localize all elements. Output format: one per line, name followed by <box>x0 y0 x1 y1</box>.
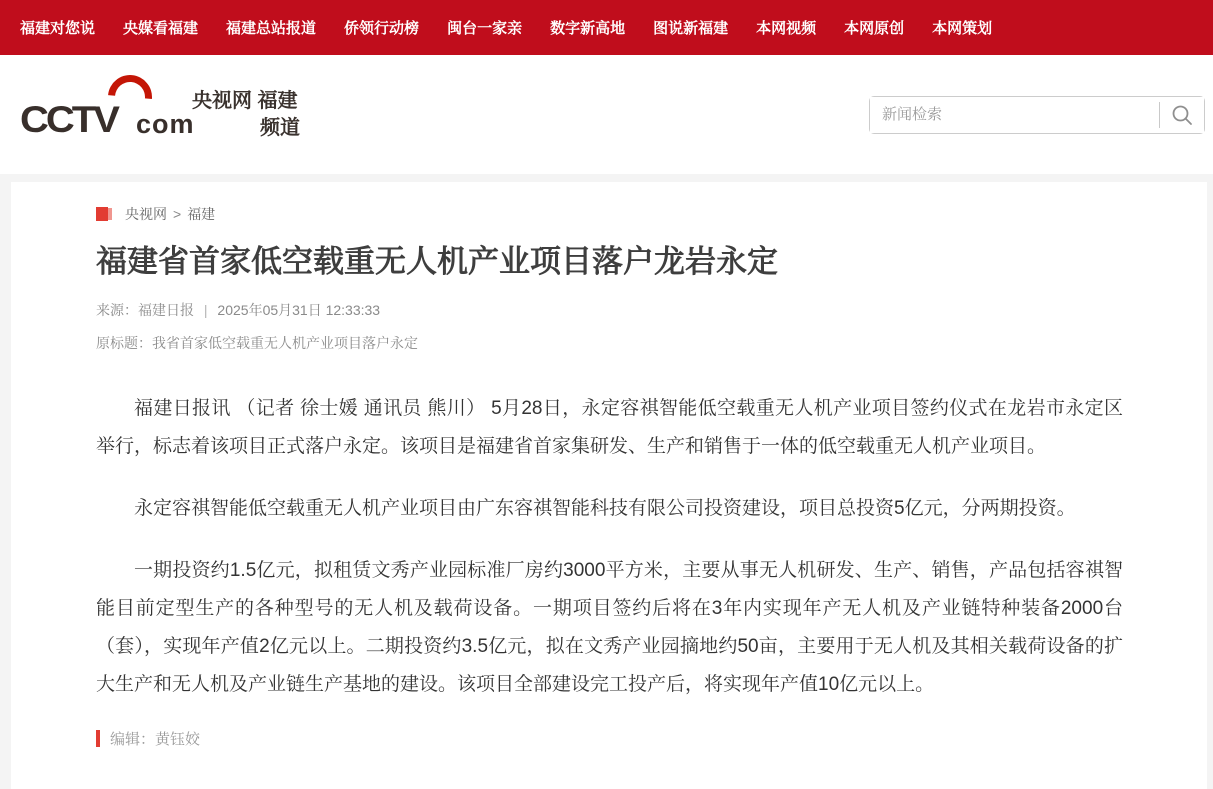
topnav-item-shuzi-xingaodi[interactable]: 数字新高地 <box>550 20 626 37</box>
article-source-row <box>96 300 1123 320</box>
article-title: 福建省首家低空载重无人机产业项目落户龙岩永定 <box>96 244 778 279</box>
editor-row <box>96 728 1123 749</box>
channel-name <box>192 88 300 142</box>
search-button[interactable] <box>1160 97 1204 133</box>
breadcrumb-separator: > <box>173 206 182 222</box>
topnav-item-qiaoling-xingdongbang[interactable]: 侨领行动榜 <box>344 20 420 37</box>
breadcrumb-section-link[interactable]: 福建 <box>187 206 216 222</box>
search-input[interactable] <box>870 97 1159 133</box>
article-paragraph: 一期投资约1.5亿元，拟租赁文秀产业园标准厂房约3000平方米，主要从事无人机研发、生产、销售，产品包括容祺智能目前定型生产的各种型号的无人机及载荷设备。一期项目签约后将在3年内实现年产无人机及产业链特种装备2000台（套），实现年产值2亿元以上。二期投资约3.5亿元，拟在文秀产业园摘地约50亩，主要用于无人机及其相关载荷设备的扩大生产和无人机及产业链生产基地的建设。该项目全部建设完工投产后，将实现年产值10亿元以上。 <box>96 560 1123 695</box>
source-label: 来源： <box>96 302 138 318</box>
source-name: 福建日报 <box>138 302 194 318</box>
topnav-item-fujian-zongzhan-baodao[interactable]: 福建总站报道 <box>226 20 317 37</box>
channel-name-line1: 央视网 福建 <box>192 89 298 112</box>
topnav-item-benwang-yuanchuang[interactable]: 本网原创 <box>844 20 905 37</box>
top-nav <box>20 17 992 38</box>
topnav-item-benwang-cehua[interactable]: 本网策划 <box>932 20 993 37</box>
cctv-wordmark: CCTV <box>20 99 117 140</box>
cctv-logo[interactable] <box>20 83 300 147</box>
article-paragraph: 福建日报讯 （记者 徐士媛 通讯员 熊川） 5月28日，永定容祺智能低空载重无人机产业项目签约仪式在龙岩市永定区举行，标志着该项目正式落户永定。该项目是福建省首家集研发、生产和销售于一体的低空载重无人机产业项目。 <box>96 398 1123 457</box>
topnav-item-yangmei-kan-fujian[interactable]: 央媒看福建 <box>123 20 199 37</box>
original-title-row: 原标题：我省首家低空载重无人机产业项目落户永定 <box>96 335 418 351</box>
cctv-com-text: com <box>136 108 195 139</box>
breadcrumb <box>96 204 1123 224</box>
editor-name: 编辑：黄钰姣 <box>110 731 201 748</box>
topnav-item-fujian-duinin-shuo[interactable]: 福建对您说 <box>20 20 96 37</box>
article-paragraph: 永定容祺智能低空载重无人机产业项目由广东容祺智能科技有限公司投资建设，项目总投资5亿元，分两期投资。 <box>134 498 1076 519</box>
site-header <box>0 55 1213 174</box>
publish-datetime: 2025年05月31日 12:33:33 <box>217 302 381 318</box>
top-nav-bar <box>0 0 1213 55</box>
breadcrumb-site-link[interactable]: 央视网 <box>125 206 167 222</box>
meta-separator: | <box>203 302 208 318</box>
topnav-item-mintai-yijiaqin[interactable]: 闽台一家亲 <box>447 20 523 37</box>
topnav-item-tushuo-xinfujian[interactable]: 图说新福建 <box>653 20 729 37</box>
breadcrumb-red-square-icon <box>96 207 113 222</box>
editor-marker-bar <box>96 730 100 747</box>
topnav-item-benwang-shipin[interactable]: 本网视频 <box>756 20 817 37</box>
article-body <box>96 390 1123 704</box>
search-icon <box>1171 104 1193 126</box>
article-card <box>11 182 1207 789</box>
channel-name-line2: 频道 <box>260 116 300 139</box>
search-box <box>869 96 1205 134</box>
